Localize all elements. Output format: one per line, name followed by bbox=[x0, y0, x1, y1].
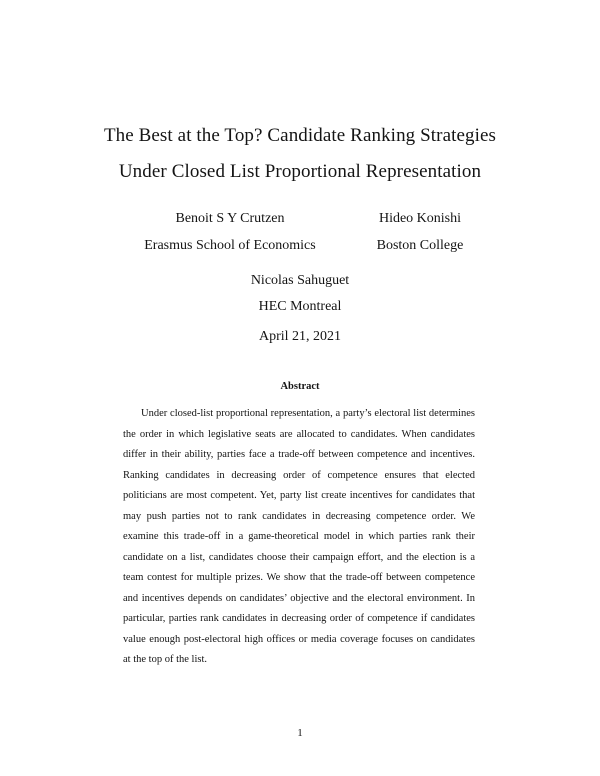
author-name: Nicolas Sahuguet bbox=[250, 273, 350, 288]
author-affiliation: HEC Montreal bbox=[258, 299, 342, 314]
paper-title-line-1: The Best at the Top? Candidate Ranking Strategies bbox=[103, 125, 497, 146]
abstract-text: Under closed-list proportional representation, a party’s electoral list determines the order in which legislative seats are allocated to candidates. When candidates differ in their ability, parties face a trade-off between competence and incentives. Ranking candidates in decreasing order of competence ensures that elected politicians are most competent. Yet, party list create incentives for candidates that may push parties not to rank candidates in decreasing competence order. We examine this trade-off in a game-theoretical model in which parties rank their candidate on a list, candidates choose their campaign effort, and the election is a team contest for multiple prizes. We show that the trade-off between competence and incentives depends on candidates’ objective and the electoral environment. In particular, parties rank candidates in decreasing order of competence if candidates value enough post-electoral high offices or media coverage focuses on candidates at the top of the list. bbox=[123, 408, 475, 665]
author-affiliation: Erasmus School of Economics bbox=[144, 238, 316, 253]
paper-title-line-2: Under Closed List Proportional Representation bbox=[118, 161, 482, 182]
publication-date: April 21, 2021 bbox=[258, 329, 342, 344]
abstract-heading: Abstract bbox=[280, 381, 320, 392]
page-number: 1 bbox=[297, 727, 303, 739]
author-affiliation: Boston College bbox=[376, 238, 464, 253]
author-name: Hideo Konishi bbox=[378, 211, 462, 226]
author-name: Benoit S Y Crutzen bbox=[175, 211, 285, 226]
